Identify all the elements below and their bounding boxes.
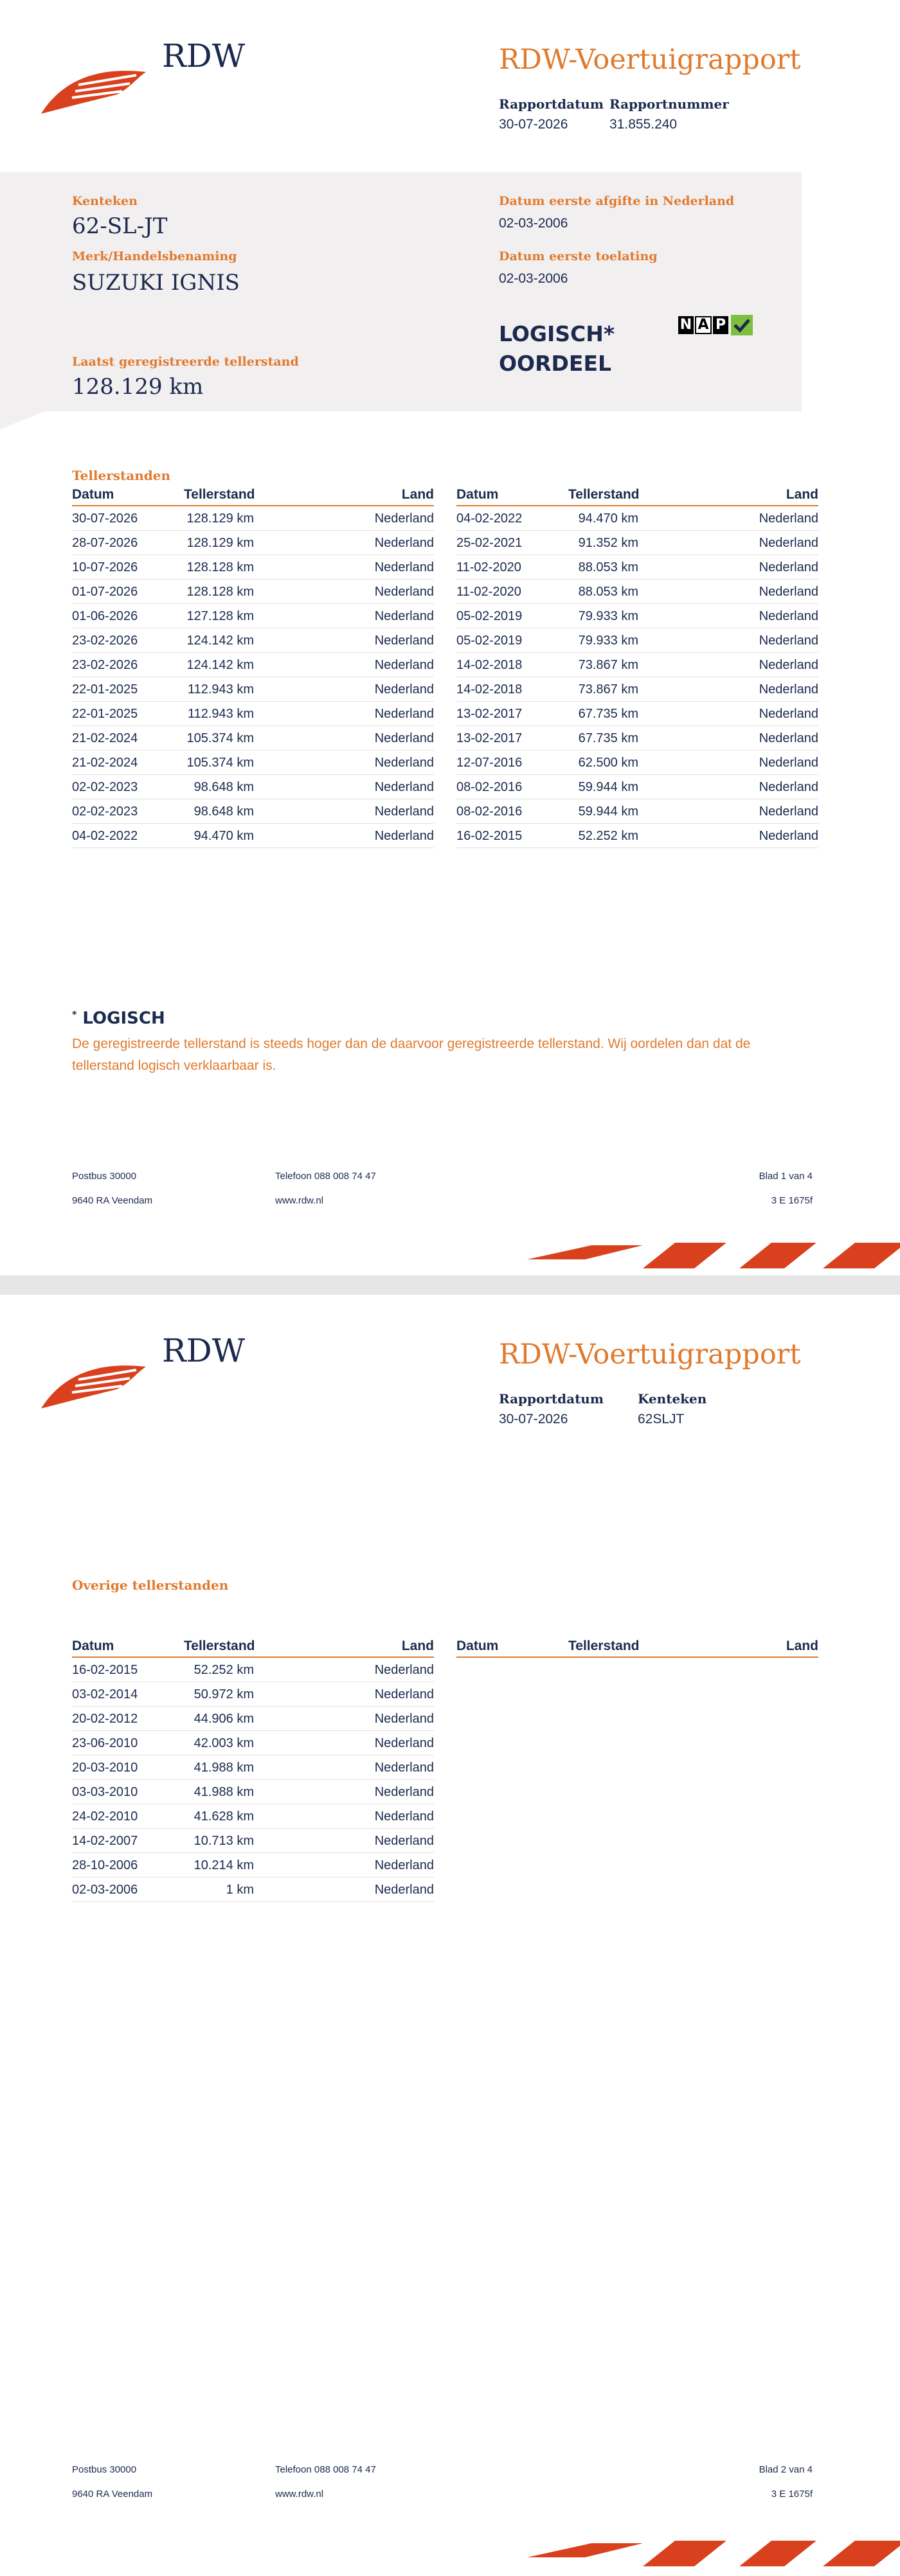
cell-datum: 23-02-2026 — [72, 658, 138, 672]
note-text: De geregistreerde tellerstand is steeds hoger dan de daarvoor geregistreerde tellerstand. Wij oordelen dan dat de tellerstand logisch verklaarbaar is. — [72, 1036, 751, 1073]
teller-value: 128.129 km — [72, 374, 204, 400]
cell-land: Nederland — [759, 536, 818, 550]
nap-letter-a: A — [695, 316, 712, 334]
footer-telefoon: Telefoon 088 008 74 47 — [275, 2464, 376, 2475]
table-row — [456, 604, 818, 628]
header-datum: Datum — [72, 1639, 114, 1653]
table-row — [456, 628, 818, 653]
table-row — [72, 1731, 434, 1755]
cell-datum: 28-10-2006 — [72, 1858, 138, 1872]
oordeel-badge — [499, 319, 615, 378]
meta-label: Kenteken — [638, 1391, 707, 1407]
meta-label: Rapportdatum — [499, 1391, 604, 1407]
cell-land: Nederland — [374, 1761, 434, 1775]
cell-land: Nederland — [374, 1883, 434, 1897]
cell-land: Nederland — [374, 1809, 434, 1824]
cell-datum: 16-02-2015 — [72, 1663, 138, 1677]
cell-land: Nederland — [374, 829, 434, 843]
cell-land: Nederland — [374, 1663, 434, 1677]
overige-tellerstanden-title: Overige tellerstanden — [72, 1577, 229, 1593]
cell-land: Nederland — [374, 1785, 434, 1799]
cell-datum: 13-02-2017 — [456, 707, 523, 721]
table-row — [456, 580, 818, 604]
cell-datum: 03-03-2010 — [72, 1785, 138, 1799]
cell-tellerstand: 79.933 km — [578, 609, 638, 623]
table-row — [72, 799, 434, 824]
header-datum: Datum — [456, 487, 499, 502]
table-row — [72, 531, 434, 555]
cell-datum: 14-02-2018 — [456, 682, 523, 697]
cell-land: Nederland — [374, 511, 434, 526]
table-header — [456, 487, 818, 506]
cell-datum: 01-07-2026 — [72, 585, 138, 599]
summary-panel-notch — [0, 411, 45, 429]
cell-land: Nederland — [374, 560, 434, 574]
rdw-logo-icon — [40, 1354, 149, 1412]
oordeel-line-1: LOGISCH* — [499, 321, 615, 346]
cell-datum: 12-07-2016 — [456, 756, 523, 770]
cell-datum: 20-03-2010 — [72, 1761, 138, 1775]
cell-datum: 02-02-2023 — [72, 780, 138, 794]
cell-datum: 28-07-2026 — [72, 536, 138, 550]
cell-land: Nederland — [759, 780, 818, 794]
report-page-2 — [0, 1295, 900, 2576]
footer-web-link[interactable]: www.rdw.nl — [275, 1195, 324, 1206]
cell-land: Nederland — [759, 585, 818, 599]
cell-tellerstand: 67.735 km — [578, 731, 638, 745]
cell-land: Nederland — [759, 511, 818, 526]
meta-label: Rapportdatum — [499, 96, 604, 112]
cell-datum: 13-02-2017 — [456, 731, 523, 745]
oordeel-line-2: OORDEEL — [499, 351, 612, 376]
tellerstanden-table-left — [72, 487, 434, 848]
cell-datum: 03-02-2014 — [72, 1687, 138, 1701]
rdw-logo-icon — [40, 59, 149, 117]
cell-datum: 23-06-2010 — [72, 1736, 138, 1750]
cell-datum: 11-02-2020 — [456, 585, 521, 599]
cell-datum: 20-02-2012 — [72, 1712, 138, 1726]
cell-land: Nederland — [374, 609, 434, 623]
cell-datum: 21-02-2024 — [72, 731, 138, 745]
table-row — [72, 1682, 434, 1707]
table-row — [72, 775, 434, 799]
cell-tellerstand: 41.628 km — [194, 1809, 254, 1824]
afgifte-label: Datum eerste afgifte in Nederland — [499, 194, 735, 208]
cell-tellerstand: 98.648 km — [194, 804, 254, 819]
table-row — [456, 555, 818, 580]
header-tellerstand: Tellerstand — [568, 487, 640, 502]
table-row — [72, 1707, 434, 1731]
cell-tellerstand: 91.352 km — [578, 536, 638, 550]
toelating-value: 02-03-2006 — [499, 271, 568, 286]
table-row — [72, 580, 434, 604]
cell-land: Nederland — [759, 682, 818, 697]
cell-tellerstand: 105.374 km — [186, 731, 254, 745]
table-row — [456, 653, 818, 677]
cell-tellerstand: 88.053 km — [578, 560, 638, 574]
footer-telefoon: Telefoon 088 008 74 47 — [275, 1171, 376, 1182]
cell-land: Nederland — [759, 707, 818, 721]
merk-value: SUZUKI IGNIS — [72, 270, 240, 296]
report-title: RDW-Voertuigrapport — [499, 44, 801, 76]
footer-plaats: 9640 RA Veendam — [72, 1195, 153, 1206]
table-row — [72, 726, 434, 751]
teller-label: Laatst geregistreerde tellerstand — [72, 355, 299, 369]
cell-land: Nederland — [759, 829, 818, 843]
toelating-label: Datum eerste toelating — [499, 249, 658, 263]
meta-value: 62SLJT — [638, 1412, 685, 1426]
cell-tellerstand: 79.933 km — [578, 634, 638, 648]
cell-datum: 04-02-2022 — [456, 511, 523, 526]
cell-tellerstand: 41.988 km — [194, 1785, 254, 1799]
cell-tellerstand: 67.735 km — [578, 707, 638, 721]
table-row — [72, 677, 434, 702]
table-row — [456, 824, 818, 848]
header-land: Land — [786, 1639, 818, 1653]
footer-code: 3 E 1675f — [771, 2489, 813, 2500]
header-land: Land — [401, 1639, 434, 1653]
table-row — [72, 751, 434, 775]
report-title: RDW-Voertuigrapport — [499, 1338, 801, 1371]
cell-datum: 14-02-2007 — [72, 1834, 138, 1848]
cell-tellerstand: 73.867 km — [578, 658, 638, 672]
rdw-stripes-icon — [514, 2538, 900, 2570]
rdw-stripes-icon — [514, 1240, 900, 1272]
cell-tellerstand: 127.128 km — [186, 609, 254, 623]
kenteken-label: Kenteken — [72, 194, 138, 208]
cell-datum: 14-02-2018 — [456, 658, 523, 672]
cell-datum: 08-02-2016 — [456, 804, 523, 819]
cell-tellerstand: 41.988 km — [194, 1761, 254, 1775]
table-row — [72, 702, 434, 726]
cell-land: Nederland — [374, 1712, 434, 1726]
footer-blad: Blad 2 van 4 — [759, 2464, 813, 2475]
table-row — [72, 1804, 434, 1829]
meta-rapportnummer — [609, 96, 729, 132]
cell-tellerstand: 94.470 km — [578, 511, 638, 526]
meta-rapportdatum — [499, 1391, 604, 1427]
cell-datum: 02-03-2006 — [72, 1883, 138, 1897]
cell-datum: 11-02-2020 — [456, 560, 521, 574]
cell-land: Nederland — [374, 780, 434, 794]
brand-name: RDW — [162, 1332, 246, 1369]
cell-tellerstand: 105.374 km — [186, 756, 254, 770]
table-row — [72, 555, 434, 580]
cell-land: Nederland — [374, 731, 434, 745]
cell-tellerstand: 10.713 km — [194, 1834, 254, 1848]
cell-tellerstand: 62.500 km — [578, 756, 638, 770]
cell-datum: 04-02-2022 — [72, 829, 138, 843]
note-title — [72, 1009, 165, 1028]
cell-tellerstand: 98.648 km — [194, 780, 254, 794]
table-row — [72, 653, 434, 677]
footer-postbus: Postbus 30000 — [72, 1171, 137, 1182]
table-row — [72, 1755, 434, 1780]
table-row — [72, 824, 434, 848]
header-datum: Datum — [456, 1639, 499, 1653]
cell-land: Nederland — [374, 1736, 434, 1750]
cell-land: Nederland — [759, 634, 818, 648]
footer-web-link[interactable]: www.rdw.nl — [275, 2489, 324, 2500]
cell-tellerstand: 112.943 km — [187, 682, 254, 697]
table-row — [72, 604, 434, 628]
table-header — [72, 1639, 434, 1658]
cell-tellerstand: 88.053 km — [578, 585, 638, 599]
header-tellerstand: Tellerstand — [568, 1639, 640, 1653]
cell-datum: 16-02-2015 — [456, 829, 523, 843]
cell-tellerstand: 44.906 km — [194, 1712, 254, 1726]
footer-blad: Blad 1 van 4 — [759, 1171, 813, 1182]
table-row — [456, 506, 818, 531]
cell-datum: 05-02-2019 — [456, 609, 523, 623]
cell-datum: 24-02-2010 — [72, 1809, 138, 1824]
table-header — [456, 1639, 818, 1658]
cell-land: Nederland — [759, 658, 818, 672]
table-row — [72, 1780, 434, 1804]
cell-land: Nederland — [374, 1834, 434, 1848]
brand-name: RDW — [162, 37, 246, 75]
cell-datum: 01-06-2026 — [72, 609, 138, 623]
header-tellerstand: Tellerstand — [184, 487, 255, 502]
merk-label: Merk/Handelsbenaming — [72, 249, 237, 263]
cell-tellerstand: 59.944 km — [578, 804, 638, 819]
meta-value: 30-07-2026 — [499, 117, 568, 132]
overige-table-right — [456, 1639, 818, 1658]
cell-tellerstand: 128.128 km — [186, 560, 254, 574]
cell-land: Nederland — [759, 560, 818, 574]
cell-datum: 30-07-2026 — [72, 511, 138, 526]
tellerstanden-table-right — [456, 487, 818, 848]
table-row — [456, 677, 818, 702]
cell-tellerstand: 1 km — [226, 1883, 254, 1897]
meta-value: 31.855.240 — [609, 117, 678, 132]
cell-land: Nederland — [759, 804, 818, 819]
meta-kenteken — [638, 1391, 706, 1427]
cell-tellerstand: 52.252 km — [578, 829, 638, 843]
cell-land: Nederland — [759, 756, 818, 770]
table-row — [456, 702, 818, 726]
table-header — [72, 487, 434, 506]
cell-tellerstand: 112.943 km — [187, 707, 254, 721]
cell-tellerstand: 42.003 km — [194, 1736, 254, 1750]
cell-tellerstand: 10.214 km — [194, 1858, 254, 1872]
cell-tellerstand: 94.470 km — [194, 829, 254, 843]
nap-letter-n: N — [678, 316, 694, 334]
cell-tellerstand: 128.129 km — [186, 511, 254, 526]
note-title-text: LOGISCH — [82, 1009, 165, 1028]
header-land: Land — [786, 487, 818, 502]
nap-letter-p: P — [713, 316, 728, 334]
cell-tellerstand: 52.252 km — [194, 1663, 254, 1677]
nap-logo — [678, 315, 753, 335]
cell-datum: 02-02-2023 — [72, 804, 138, 819]
cell-tellerstand: 73.867 km — [578, 682, 638, 697]
cell-datum: 05-02-2019 — [456, 634, 523, 648]
tellerstanden-title: Tellerstanden — [72, 468, 171, 483]
table-row — [72, 628, 434, 653]
cell-tellerstand: 128.129 km — [186, 536, 254, 550]
overige-table-left — [72, 1639, 434, 1902]
header-tellerstand: Tellerstand — [184, 1639, 255, 1653]
table-row — [456, 726, 818, 751]
meta-value: 30-07-2026 — [499, 1412, 568, 1426]
kenteken-value: 62-SL-JT — [72, 213, 168, 239]
table-row — [72, 1658, 434, 1682]
footer-plaats: 9640 RA Veendam — [72, 2489, 153, 2500]
footer-postbus: Postbus 30000 — [72, 2464, 137, 2475]
cell-datum: 21-02-2024 — [72, 756, 138, 770]
cell-land: Nederland — [374, 1687, 434, 1701]
table-row — [72, 506, 434, 531]
table-row — [72, 1878, 434, 1902]
table-row — [456, 531, 818, 555]
cell-datum: 10-07-2026 — [72, 560, 138, 574]
cell-tellerstand: 59.944 km — [578, 780, 638, 794]
table-row — [456, 775, 818, 799]
cell-tellerstand: 124.142 km — [186, 634, 254, 648]
cell-land: Nederland — [374, 682, 434, 697]
table-body — [72, 1658, 434, 1902]
meta-label: Rapportnummer — [609, 96, 729, 112]
cell-datum: 25-02-2021 — [456, 536, 523, 550]
cell-land: Nederland — [374, 756, 434, 770]
afgifte-value: 02-03-2006 — [499, 216, 568, 231]
cell-datum: 22-01-2025 — [72, 682, 138, 697]
cell-land: Nederland — [759, 731, 818, 745]
cell-tellerstand: 128.128 km — [186, 585, 254, 599]
cell-tellerstand: 50.972 km — [194, 1687, 254, 1701]
nap-check-icon — [731, 315, 753, 335]
cell-land: Nederland — [374, 585, 434, 599]
cell-datum: 23-02-2026 — [72, 634, 138, 648]
table-row — [456, 751, 818, 775]
cell-datum: 22-01-2025 — [72, 707, 138, 721]
table-row — [456, 799, 818, 824]
cell-land: Nederland — [374, 804, 434, 819]
cell-datum: 08-02-2016 — [456, 780, 523, 794]
cell-land: Nederland — [759, 609, 818, 623]
header-datum: Datum — [72, 487, 114, 502]
footer-code: 3 E 1675f — [771, 1195, 813, 1206]
cell-land: Nederland — [374, 658, 434, 672]
cell-land: Nederland — [374, 634, 434, 648]
meta-rapportdatum — [499, 96, 604, 132]
table-body — [456, 506, 818, 848]
cell-land: Nederland — [374, 707, 434, 721]
cell-land: Nederland — [374, 536, 434, 550]
table-row — [72, 1829, 434, 1853]
cell-land: Nederland — [374, 1858, 434, 1872]
report-page-1 — [0, 0, 900, 1275]
table-row — [72, 1853, 434, 1878]
cell-tellerstand: 124.142 km — [186, 658, 254, 672]
header-land: Land — [401, 487, 434, 502]
note-star: * — [72, 1009, 77, 1020]
table-body — [72, 506, 434, 848]
